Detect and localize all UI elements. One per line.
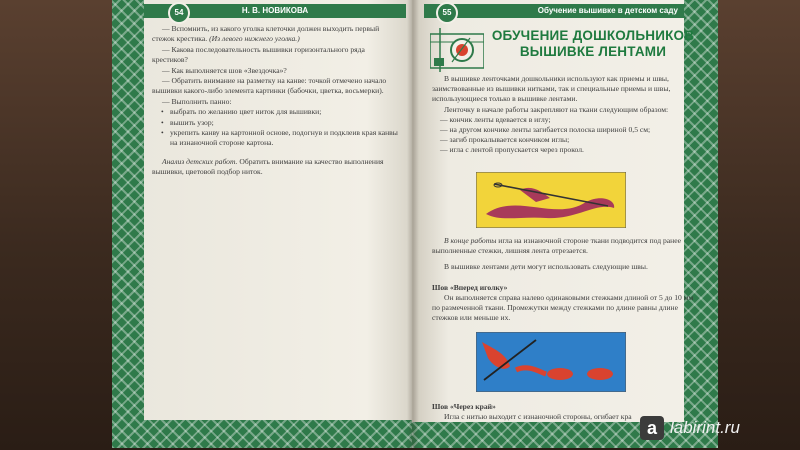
list-item: • выбрать по желанию цвет ниток для вышивки; xyxy=(170,107,400,117)
right-page-number: 55 xyxy=(436,2,458,24)
watermark-logo-icon: a xyxy=(640,416,664,440)
ribbon-needle-illustration xyxy=(476,172,626,228)
right-page-text-top xyxy=(432,74,694,156)
right-running-head: Обучение вышивке в детском саду xyxy=(424,4,684,18)
step-item: — кончик ленты вдевается в иглу; xyxy=(440,114,551,124)
list-item: • укрепить канву на картонной основе, подогнув и подклеив края канвы на изнаночной стороне картона. xyxy=(170,128,400,149)
paragraph: В конце работы игла на изнаночной стороне ткани подводится под ранее выполненные стежки, лишняя лента отрезается. xyxy=(432,236,681,256)
seam-title: Шов «Через край» xyxy=(432,402,496,411)
step-item: — игла с лентой пропускается через прокол. xyxy=(440,145,584,155)
open-book xyxy=(112,0,718,448)
paragraph: В вышивке ленточками дошкольники используют как приемы и швы, заимствованные из вышивки нитками, так и специальные приемы и швы, использующиеся только в вышивке лентами. xyxy=(432,74,671,104)
left-page-number: 54 xyxy=(168,2,190,24)
task-list xyxy=(152,107,400,149)
paragraph: Он выполняется справа налево одинаковыми стежками длиной от 5 до 10 мм по размеченной ткани. Промежутки между стежками по длине равны длине стежков или меньше их. xyxy=(432,292,694,323)
paragraph: — Вспомнить, из какого уголка клеточки должен выходить первый стежок крестика. (Из левого нижнего уголка.) xyxy=(152,24,380,44)
paragraph: — Выполнить панно: xyxy=(162,96,232,106)
right-page-text-middle xyxy=(432,236,694,323)
paragraph: Игла с нитью выходит с изнаночной стороны, огибает кра xyxy=(444,412,632,422)
chapter-title: ОБУЧЕНИЕ ДОШКОЛЬНИКОВ ВЫШИВКЕ ЛЕНТАМИ xyxy=(491,28,695,59)
paragraph: — Обратить внимание на разметку на канве: точкой отмечено начало вышивки какого-либо элемента картинки (бабочки, цветка, восьмерки). xyxy=(152,76,387,96)
paragraph: Ленточку в начале работы закрепляют на ткани следующим образом: xyxy=(444,104,669,114)
list-item: • вышить узор; xyxy=(170,118,400,128)
left-ornament-border xyxy=(112,0,144,448)
left-running-head: Н. В. НОВИКОВА xyxy=(144,4,406,18)
step-item: — на другом кончике ленты загибается полоска шириной 0,5 см; xyxy=(440,125,651,135)
paragraph: В вышивке лентами дети могут использовать следующие швы. xyxy=(444,262,648,272)
left-bottom-ornament xyxy=(112,420,412,448)
book-gutter xyxy=(407,0,419,448)
left-page xyxy=(112,0,412,448)
right-page xyxy=(412,0,718,448)
labirint-watermark xyxy=(640,413,798,443)
step-item: — загиб прокалывается кончиком иглы; xyxy=(440,135,570,145)
embroidery-hoop-icon xyxy=(430,28,484,72)
analysis-paragraph: Анализ детских работ. Обратить внимание на качество выполнения вышивки, цветовой подбор ниток. xyxy=(152,156,384,177)
paragraph: — Какова последовательность вышивки горизонтального ряда крестиков? xyxy=(152,44,365,65)
left-page-text xyxy=(152,24,400,178)
seam-title: Шов «Вперед иголку» xyxy=(432,282,508,292)
paragraph: — Как выполняется шов «Звездочка»? xyxy=(162,65,287,75)
watermark-text: labirint.ru xyxy=(670,418,740,437)
running-stitch-illustration xyxy=(476,332,626,392)
chapter-title-block xyxy=(428,26,698,74)
